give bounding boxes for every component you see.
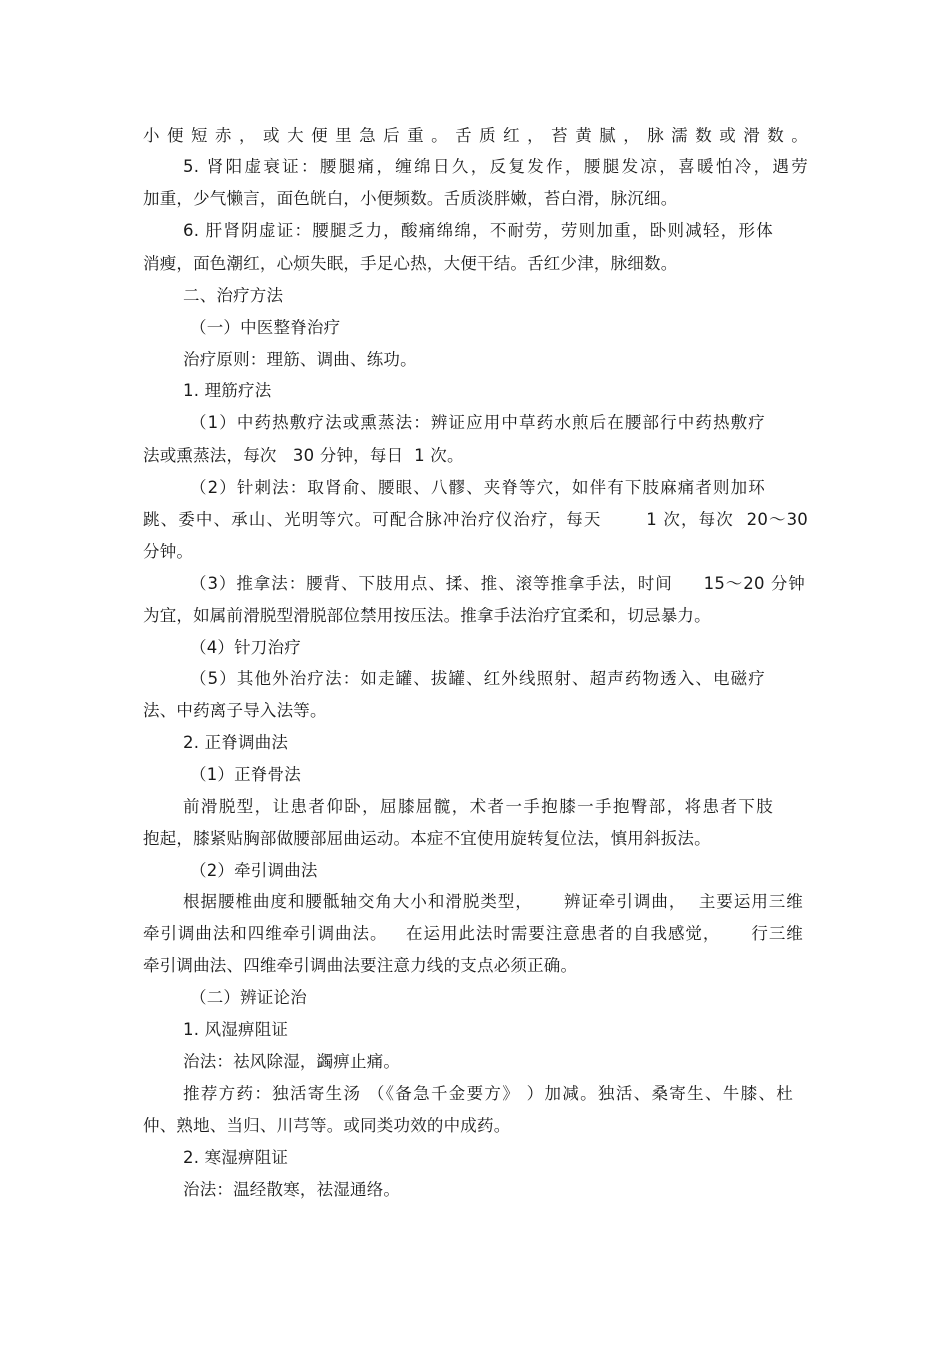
text-line: 抱起，膝紧贴胸部做腰部屈曲运动。本症不宜使用旋转复位法，慎用斜扳法。 <box>143 829 711 848</box>
text-line: （2）针刺法：取肾俞、腰眼、八髎、夹脊等穴，如伴有下肢麻痛者则加环 <box>190 478 765 497</box>
text-line: 根据腰椎曲度和腰骶轴交角大小和滑脱类型， 辨证牵引调曲， 主要运用三维 <box>183 892 803 911</box>
item-heading: （4）针刀治疗 <box>190 638 301 657</box>
text-line: 推荐方药：独活寄生汤 （《备急千金要方》 ）加减。独活、桑寄生、牛膝、杜 <box>183 1084 793 1103</box>
item-heading: （2）牵引调曲法 <box>190 861 318 880</box>
text-line: 法或熏蒸法，每次 30 分钟，每日 1 次。 <box>143 446 464 465</box>
text-line: 消瘦，面色潮红，心烦失眠，手足心热，大便干结。舌红少津，脉细数。 <box>143 254 678 273</box>
text-line: 治法：温经散寒，祛湿通络。 <box>183 1180 401 1199</box>
text-line: 治疗原则：理筋、调曲、练功。 <box>183 350 417 369</box>
text-line: 仲、熟地、当归、川芎等。或同类功效的中成药。 <box>143 1116 511 1135</box>
text-line: （3）推拿法：腰背、下肢用点、揉、推、滚等推拿手法，时间 15～20 分钟 <box>190 574 805 593</box>
text-line: 5. 肾阳虚衰证：腰腿痛，缠绵日久，反复发作，腰腿发凉，喜暖怕冷，遇劳 <box>183 157 808 176</box>
item-heading: 1. 理筋疗法 <box>183 381 272 400</box>
text-line: （1）中药热敷疗法或熏蒸法：辨证应用中草药水煎后在腰部行中药热敷疗 <box>190 413 765 432</box>
text-line: 跳、委中、承山、光明等穴。可配合脉冲治疗仪治疗，每天 1 次，每次 20～30 <box>143 510 808 529</box>
text-line: 前滑脱型，让患者仰卧，屈膝屈髋，术者一手抱膝一手抱臀部，将患者下肢 <box>183 797 773 816</box>
subsection-heading: （一）中医整脊治疗 <box>190 318 341 337</box>
text-line: 法、中药离子导入法等。 <box>143 701 327 720</box>
text-line: 为宜，如属前滑脱型滑脱部位禁用按压法。推拿手法治疗宜柔和，切忌暴力。 <box>143 606 711 625</box>
text-line: 牵引调曲法和四维牵引调曲法。 在运用此法时需要注意患者的自我感觉， 行三维 <box>143 924 803 943</box>
item-heading: 2. 寒湿痹阻证 <box>183 1148 289 1167</box>
item-heading: （1）正脊骨法 <box>190 765 301 784</box>
section-heading: 二、治疗方法 <box>183 286 284 305</box>
text-line: （5）其他外治疗法：如走罐、拔罐、红外线照射、超声药物透入、电磁疗 <box>190 669 765 688</box>
text-line: 治法：祛风除湿，蠲痹止痛。 <box>183 1052 401 1071</box>
subsection-heading: （二）辨证论治 <box>190 988 307 1007</box>
text-line: 小便短赤，或大便里急后重。舌质红，苔黄腻，脉濡数或滑数。 <box>143 126 808 145</box>
text-line: 牵引调曲法、四维牵引调曲法要注意力线的支点必须正确。 <box>143 956 578 975</box>
text-line: 加重，少气懒言，面色㿠白，小便频数。舌质淡胖嫩，苔白滑，脉沉细。 <box>143 189 678 208</box>
text-line: 分钟。 <box>143 542 194 561</box>
item-heading: 1. 风湿痹阻证 <box>183 1020 289 1039</box>
item-heading: 2. 正脊调曲法 <box>183 733 289 752</box>
text-line: 6. 肝肾阴虚证：腰腿乏力，酸痛绵绵，不耐劳，劳则加重，卧则减轻，形体 <box>183 221 773 240</box>
